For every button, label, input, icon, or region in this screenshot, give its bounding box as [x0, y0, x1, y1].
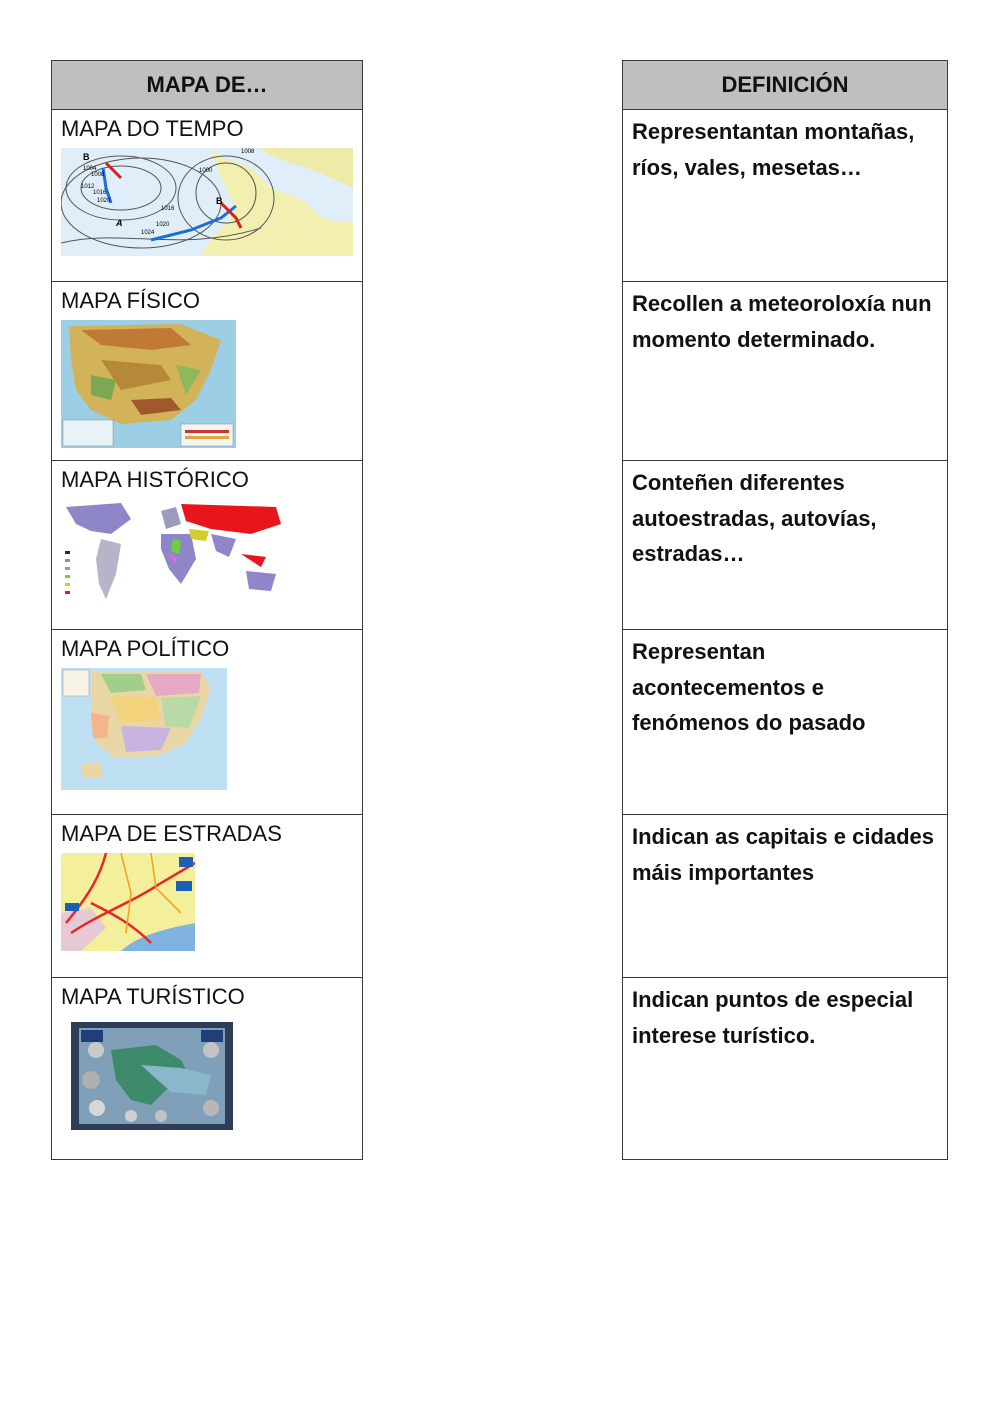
definition-text: Indican as capitais e cidades máis importantes	[632, 824, 935, 885]
map-item-political[interactable]	[52, 630, 363, 815]
map-item-label: MAPA TURÍSTICO	[61, 984, 245, 1009]
svg-text:1024: 1024	[141, 230, 155, 236]
map-item-label: MAPA POLÍTICO	[61, 636, 230, 661]
svg-text:1012: 1012	[81, 184, 95, 190]
map-item-label: MAPA FÍSICO	[61, 288, 200, 313]
map-item-roads[interactable]	[52, 815, 363, 978]
physical-map-image	[61, 320, 236, 448]
historical-map-image	[61, 499, 289, 603]
weather-map-image	[61, 148, 353, 256]
road-map-image	[61, 853, 195, 951]
low-pressure-label: B	[216, 196, 223, 206]
definition-text: Conteñen diferentes autoestradas, autovías, estradas…	[632, 470, 877, 566]
right-column-header: DEFINICIÓN	[623, 61, 948, 110]
map-types-table	[51, 60, 363, 1160]
map-item-label: MAPA HISTÓRICO	[61, 467, 249, 492]
definitions-table	[622, 60, 948, 1160]
political-map-image	[61, 668, 227, 790]
definition-item[interactable]	[623, 110, 948, 282]
svg-text:1004: 1004	[83, 166, 97, 172]
definition-item[interactable]	[623, 282, 948, 461]
tourist-map-image	[61, 1020, 235, 1132]
definition-item[interactable]	[623, 461, 948, 630]
definition-text: Representantan montañas, ríos, vales, mesetas…	[632, 119, 915, 180]
map-item-tourist[interactable]	[52, 978, 363, 1160]
svg-text:1008: 1008	[91, 172, 105, 178]
svg-text:1020: 1020	[97, 198, 111, 204]
definition-item[interactable]	[623, 630, 948, 815]
svg-text:1008: 1008	[241, 149, 255, 155]
svg-text:1016: 1016	[93, 190, 107, 196]
svg-text:1020: 1020	[156, 222, 170, 228]
left-column-header: MAPA DE…	[52, 61, 363, 110]
low-pressure-label: B	[83, 152, 90, 162]
definition-item[interactable]	[623, 978, 948, 1160]
high-pressure-label: A	[116, 218, 123, 228]
map-item-physical[interactable]	[52, 282, 363, 461]
svg-text:1000: 1000	[199, 168, 213, 174]
map-item-label: MAPA DE ESTRADAS	[61, 821, 282, 846]
map-item-weather[interactable]	[52, 110, 363, 282]
definition-text: Representan acontecementos e fenómenos do pasado	[632, 639, 866, 735]
definition-item[interactable]	[623, 815, 948, 978]
map-item-label: MAPA DO TEMPO	[61, 116, 244, 141]
map-item-historical[interactable]	[52, 461, 363, 630]
definition-text: Recollen a meteoroloxía nun momento determinado.	[632, 291, 932, 352]
definition-text: Indican puntos de especial interese turístico.	[632, 987, 914, 1048]
svg-text:1016: 1016	[161, 206, 175, 212]
